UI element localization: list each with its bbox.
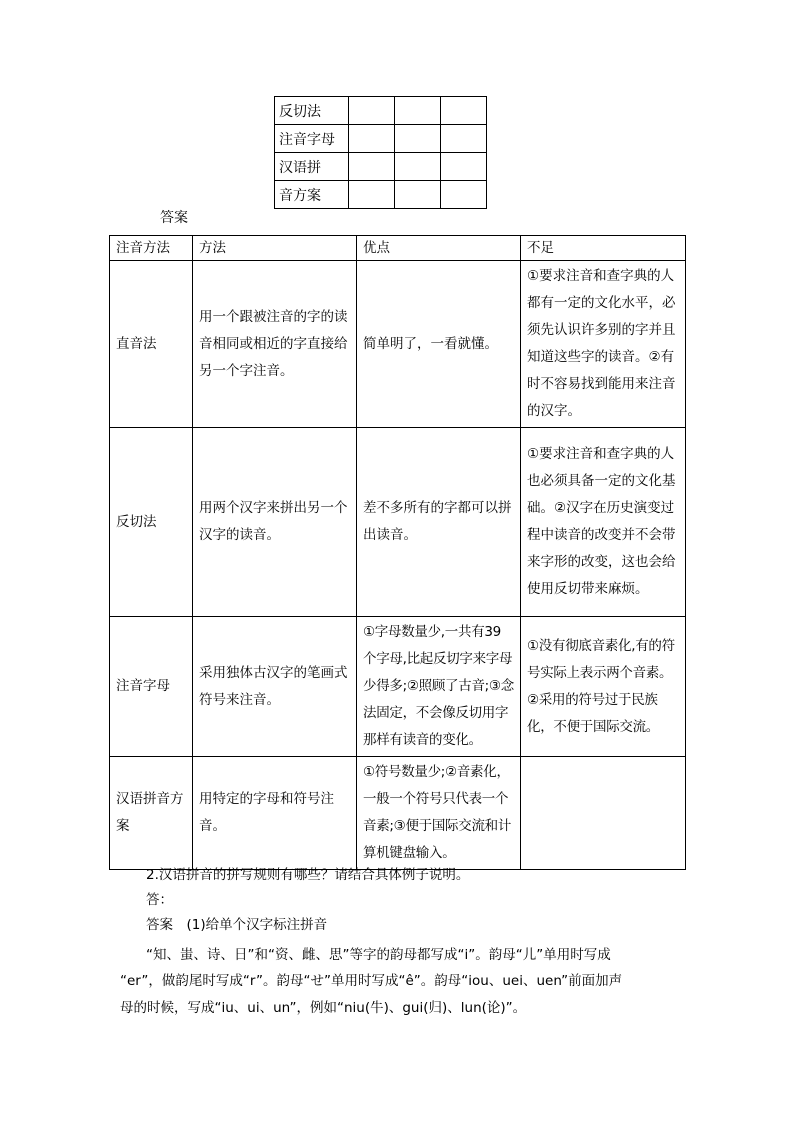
method-name-cell: 注音字母 — [110, 617, 193, 757]
answer-prompt: 答： — [146, 892, 173, 908]
answer-paragraph-line: 母的时候，写成“iu、ui、un”，例如“niu(牛)、gui(归)、lun(论)”。 — [120, 1000, 527, 1016]
table-header-row — [110, 236, 686, 261]
table-row — [275, 153, 487, 181]
row-label: 反切法 — [275, 97, 349, 125]
answer-paragraph-line: “知、蚩、诗、日”和“资、雌、思”等字的韵母都写成“i”。韵母“儿”单用时写成 — [146, 947, 611, 963]
pros-cell: ①符号数量少;②音素化，一般一个符号只代表一个音素;③便于国际交流和计算机键盘输入。 — [357, 757, 521, 870]
header-cell: 不足 — [521, 236, 686, 261]
header-cell: 方法 — [193, 236, 357, 261]
answer-paragraph-line: “er”，做韵尾时写成“r”。韵母“せ”单用时写成“ê”。韵母“iou、uei、uen”前面加声 — [120, 973, 623, 989]
cons-cell: ①要求注音和查字典的人都有一定的文化水平，必须先认识许多别的字并且知道这些字的读音。②有时不容易找到能用来注音的汉字。 — [521, 261, 686, 428]
answer-heading: 答案 (1)给单个汉字标注拼音 — [146, 917, 328, 933]
table-row — [110, 757, 686, 870]
method-cell: 采用独体古汉字的笔画式符号来注音。 — [193, 617, 357, 757]
method-name-cell: 直音法 — [110, 261, 193, 428]
table-row — [275, 97, 487, 125]
header-cell: 优点 — [357, 236, 521, 261]
table-row — [110, 261, 686, 428]
table-row — [275, 125, 487, 153]
method-cell: 用一个跟被注音的字的读音相同或相近的字直接给另一个字注音。 — [193, 261, 357, 428]
method-name-cell: 反切法 — [110, 428, 193, 617]
method-cell: 用特定的字母和符号注音。 — [193, 757, 357, 870]
row-label: 音方案 — [275, 181, 349, 209]
row-label: 注音字母 — [275, 125, 349, 153]
blank-comparison-table — [274, 96, 487, 209]
table-row — [275, 181, 487, 209]
pros-cell: 简单明了，一看就懂。 — [357, 261, 521, 428]
method-name-cell: 汉语拼音方案 — [110, 757, 193, 870]
method-cell: 用两个汉字来拼出另一个汉字的读音。 — [193, 428, 357, 617]
row-label: 汉语拼 — [275, 153, 349, 181]
cons-cell — [521, 757, 686, 870]
table-row — [110, 428, 686, 617]
question-2: 2.汉语拼音的拼写规则有哪些？请结合具体例子说明。 — [146, 867, 470, 883]
header-cell: 注音方法 — [110, 236, 193, 261]
pros-cell: 差不多所有的字都可以拼出读音。 — [357, 428, 521, 617]
cons-cell: ①没有彻底音素化,有的符号实际上表示两个音素。②采用的符号过于民族化，不便于国际交流。 — [521, 617, 686, 757]
table-row — [110, 617, 686, 757]
answer-label: 答案 — [160, 210, 188, 226]
answer-table — [109, 235, 686, 870]
cons-cell: ①要求注音和查字典的人也必须具备一定的文化基础。②汉字在历史演变过程中读音的改变并不会带来字形的改变，这也会给使用反切带来麻烦。 — [521, 428, 686, 617]
pros-cell: ①字母数量少,一共有39个字母,比起反切字来字母少得多;②照顾了古音;③念法固定，不会像反切用字那样有读音的变化。 — [357, 617, 521, 757]
